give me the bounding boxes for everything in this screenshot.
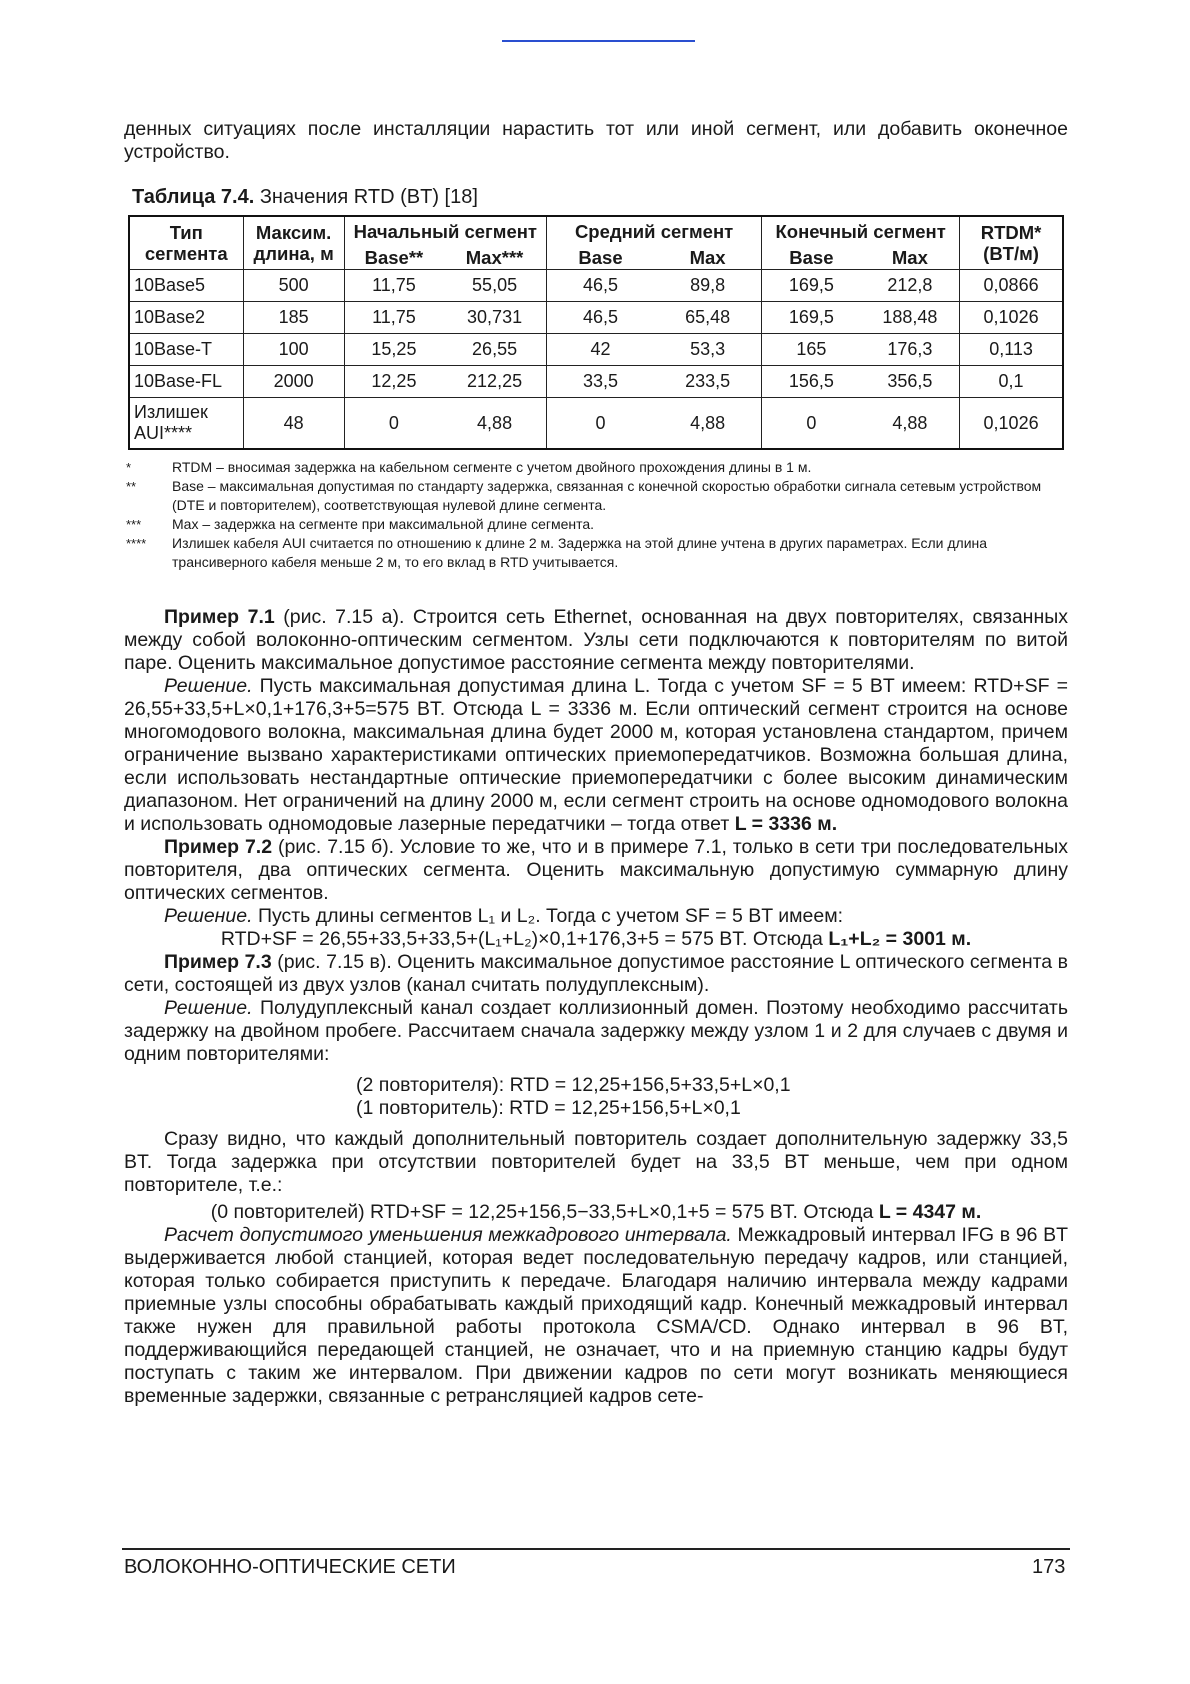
cell-final-max: 212,8 <box>861 270 960 302</box>
cell-rtdm: 0,0866 <box>960 270 1063 302</box>
cell-len: 100 <box>243 334 344 366</box>
cell-rtdm: 0,1026 <box>960 398 1063 450</box>
cell-middle-base: 42 <box>546 334 654 366</box>
cell-middle-base: 46,5 <box>546 270 654 302</box>
cell-final-base: 0 <box>762 398 861 450</box>
example-7-3-solution <box>124 997 1068 1066</box>
example-7-2-label: Пример 7.2 <box>164 836 273 858</box>
cell-len: 2000 <box>243 366 344 398</box>
table-caption-label: Таблица 7.4. <box>132 186 255 208</box>
header-rtdm: RTDM* (BT/м) <box>960 216 1063 270</box>
table-note <box>126 458 1068 477</box>
example-7-3-paragraph: Сразу видно, что каждый дополнительный повторитель создает дополнительную задержку 33,5 BT. Тогда задержка при отсутствии повторителей будет на 33,5 BT меньше, чем при одном повторителе, т.е.: <box>124 1128 1068 1196</box>
example-7-2-solution <box>124 905 1068 928</box>
header-middle-max: Max <box>654 245 762 270</box>
cell-len: 500 <box>243 270 344 302</box>
cell-initial-base: 12,25 <box>344 366 443 398</box>
header-middle: Средний сегмент <box>546 216 761 245</box>
cell-final-max: 188,48 <box>861 302 960 334</box>
header-initial-base: Base** <box>344 245 443 270</box>
example-7-2-text: (рис. 7.15 б). Условие то же, что и в примере 7.1, только в сети три последовательных повторителя, два оптических сегмента. Оценить максимальную допустимую суммарную длину оптических сегментов. <box>124 836 1069 904</box>
example-7-1-answer: L = 3336 м. <box>734 813 838 835</box>
table-row <box>129 366 1063 398</box>
example-7-1-label: Пример 7.1 <box>164 606 275 628</box>
table-note <box>126 534 1068 572</box>
cell-initial-max: 212,25 <box>443 366 546 398</box>
example-7-3 <box>124 951 1068 997</box>
note-mark: *** <box>126 517 142 532</box>
formula-two-repeaters: (2 повторителя): RTD = 12,25+156,5+33,5+L×0,1 <box>356 1074 791 1096</box>
running-footer-title: ВОЛОКОННО-ОПТИЧЕСКИЕ СЕТИ <box>124 1556 456 1578</box>
header-initial: Начальный сегмент <box>344 216 546 245</box>
cell-type: 10Base5 <box>129 270 243 302</box>
cell-type: Излишек AUI**** <box>129 398 243 450</box>
example-7-3-label: Пример 7.3 <box>164 951 272 973</box>
cell-initial-max: 55,05 <box>443 270 546 302</box>
header-middle-base: Base <box>546 245 654 270</box>
page-number: 173 <box>1032 1556 1066 1578</box>
formula-text: (0 повторителей) RTD+SF = 12,25+156,5−33,5+L×0,1+5 = 575 BT. Отсюда <box>210 1201 874 1223</box>
header-final-base: Base <box>762 245 861 270</box>
cell-final-max: 4,88 <box>861 398 960 450</box>
cell-final-base: 169,5 <box>762 270 861 302</box>
solution-label: Решение. <box>164 675 253 697</box>
cell-initial-max: 26,55 <box>443 334 546 366</box>
formula-text: RTD+SF = 26,55+33,5+33,5+(L₁+L₂)×0,1+176,3+5 = 575 BT. Отсюда <box>220 928 823 950</box>
cell-initial-max: 30,731 <box>443 302 546 334</box>
solution-label: Решение. <box>164 905 253 927</box>
cell-middle-max: 233,5 <box>654 366 762 398</box>
header-maxlen: Максим. длина, м <box>243 216 344 270</box>
example-7-3-text: (рис. 7.15 в). Оценить максимальное допустимое расстояние L оптического сегмента в сети, состоящей из двух узлов (канал считать полудуплексным). <box>124 951 1069 996</box>
header-final: Конечный сегмент <box>762 216 960 245</box>
table-row <box>129 398 1063 450</box>
note-mark: ** <box>126 479 137 494</box>
cell-middle-base: 46,5 <box>546 302 654 334</box>
header-type: Тип сегмента <box>129 216 243 270</box>
cell-initial-base: 11,75 <box>344 302 443 334</box>
cell-final-base: 156,5 <box>762 366 861 398</box>
table-caption-text: Значения RTD (BT) [18] <box>259 186 478 208</box>
top-rule <box>502 40 695 42</box>
ifg-paragraph <box>124 1224 1068 1408</box>
page-content <box>124 118 1068 1408</box>
example-7-2-answer: L₁+L₂ = 3001 м. <box>828 928 972 950</box>
cell-final-base: 165 <box>762 334 861 366</box>
table-caption <box>132 186 1068 209</box>
table-note <box>126 477 1068 515</box>
solution-label: Решение. <box>164 997 253 1019</box>
cell-final-max: 176,3 <box>861 334 960 366</box>
cell-middle-max: 89,8 <box>654 270 762 302</box>
cell-type: 10Base2 <box>129 302 243 334</box>
cell-initial-base: 15,25 <box>344 334 443 366</box>
solution-text: Пусть максимальная допустимая длина L. Тогда с учетом SF = 5 BT имеем: RTD+SF = 26,55+33,5+L×0,1+176,3+5=575 BT. Отсюда L = 3336 м. Если оптический сегмент строится на основе многомодового волокна, максимальная длина будет 2000 м, которая установлена стандартом, причем ограничение вызвано характеристиками оптических приемопередатчиков. Возможна большая длина, если использовать нестандартные оптические приемопередатчики с более высоким динамическим диапазоном. Нет ограничений на длину 2000 м, если сегмент строить на основе одномодового волокна и использовать одномодовые лазерные передатчики – тогда ответ <box>124 675 1068 835</box>
formula-zero-repeaters <box>124 1201 1068 1224</box>
note-text: Max – задержка на сегменте при максимальной длине сегмента. <box>172 516 595 532</box>
cell-rtdm: 0,113 <box>960 334 1063 366</box>
cell-middle-max: 53,3 <box>654 334 762 366</box>
note-text: Base – максимальная допустимая по стандарту задержка, связанная с конечной скоростью обработки сигнала сетевым устройством (DTE и повторителем), соответствующая нулевой длине сегмента. <box>172 478 1042 513</box>
formula-one-repeater: (1 повторитель): RTD = 12,25+156,5+L×0,1 <box>356 1097 741 1119</box>
ifg-text: Межкадровый интервал IFG в 96 BT выдерживается любой станцией, которая ведет последовательную передачу кадров, или станцией, которая только собирается приступить к передаче. Благодаря наличию интервала между кадрами приемные узлы способны обрабатывать каждый приходящий кадр. Конечный межкадровый интервал также нужен для правильной работы протокола CSMA/CD. Однако интервал в 96 BT, поддерживающийся передающей станцией, не означает, что и на приемную станцию кадры будут поступать с таким же интервалом. При движении кадров по сети могут возникать меняющиеся временные задержки, связанные с ретрансляцией кадров сете- <box>124 1224 1069 1407</box>
note-mark: **** <box>126 536 147 551</box>
note-text: RTDM – вносимая задержка на кабельном сегменте с учетом двойного прохождения длины в 1 м. <box>172 459 812 475</box>
cell-initial-max: 4,88 <box>443 398 546 450</box>
cell-middle-max: 4,88 <box>654 398 762 450</box>
cell-middle-base: 0 <box>546 398 654 450</box>
note-text: Излишек кабеля AUI считается по отношению к длине 2 м. Задержка на этой длине учтена в других параметрах. Если длина трансиверного кабеля меньше 2 м, то его вклад в RTD учитывается. <box>172 535 988 570</box>
cell-final-base: 169,5 <box>762 302 861 334</box>
footer-rule <box>122 1548 1070 1550</box>
cell-middle-base: 33,5 <box>546 366 654 398</box>
header-final-max: Max <box>861 245 960 270</box>
cell-type: 10Base-T <box>129 334 243 366</box>
rtd-table <box>128 215 1064 450</box>
table-row <box>129 334 1063 366</box>
example-7-1-solution <box>124 675 1068 836</box>
example-7-1 <box>124 606 1068 675</box>
cell-initial-base: 11,75 <box>344 270 443 302</box>
example-7-2-formula <box>124 928 1068 951</box>
cell-len: 48 <box>243 398 344 450</box>
table-row <box>129 302 1063 334</box>
table-row <box>129 270 1063 302</box>
solution-text: Пусть длины сегментов L₁ и L₂. Тогда с учетом SF = 5 BT имеем: <box>257 905 844 927</box>
body-text <box>124 606 1068 1408</box>
example-7-3-answer: L = 4347 м. <box>878 1201 982 1223</box>
table-notes <box>126 458 1068 572</box>
cell-len: 185 <box>243 302 344 334</box>
cell-middle-max: 65,48 <box>654 302 762 334</box>
cell-rtdm: 0,1026 <box>960 302 1063 334</box>
solution-text: Полудуплексный канал создает коллизионный домен. Поэтому необходимо рассчитать задержку на двойном пробеге. Рассчитаем сначала задержку между узлом 1 и 2 для случаев с двумя и одним повторителями: <box>124 997 1068 1065</box>
cell-rtdm: 0,1 <box>960 366 1063 398</box>
example-7-1-text: (рис. 7.15 а). Строится сеть Ethernet, основанная на двух повторителях, связанных между собой волоконно-оптическим сегментом. Узлы сети подключаются к повторителям по витой паре. Оценить максимальное допустимое расстояние сегмента между повторителями. <box>124 606 1068 674</box>
intro-paragraph: денных ситуациях после инсталляции нарастить тот или иной сегмент, или добавить оконечное устройство. <box>124 118 1068 163</box>
table-note <box>126 515 1068 534</box>
cell-final-max: 356,5 <box>861 366 960 398</box>
header-initial-max: Max*** <box>443 245 546 270</box>
cell-type: 10Base-FL <box>129 366 243 398</box>
example-7-2 <box>124 836 1068 905</box>
note-mark: * <box>126 460 132 475</box>
ifg-heading: Расчет допустимого уменьшения межкадрового интервала. <box>164 1224 732 1246</box>
cell-initial-base: 0 <box>344 398 443 450</box>
